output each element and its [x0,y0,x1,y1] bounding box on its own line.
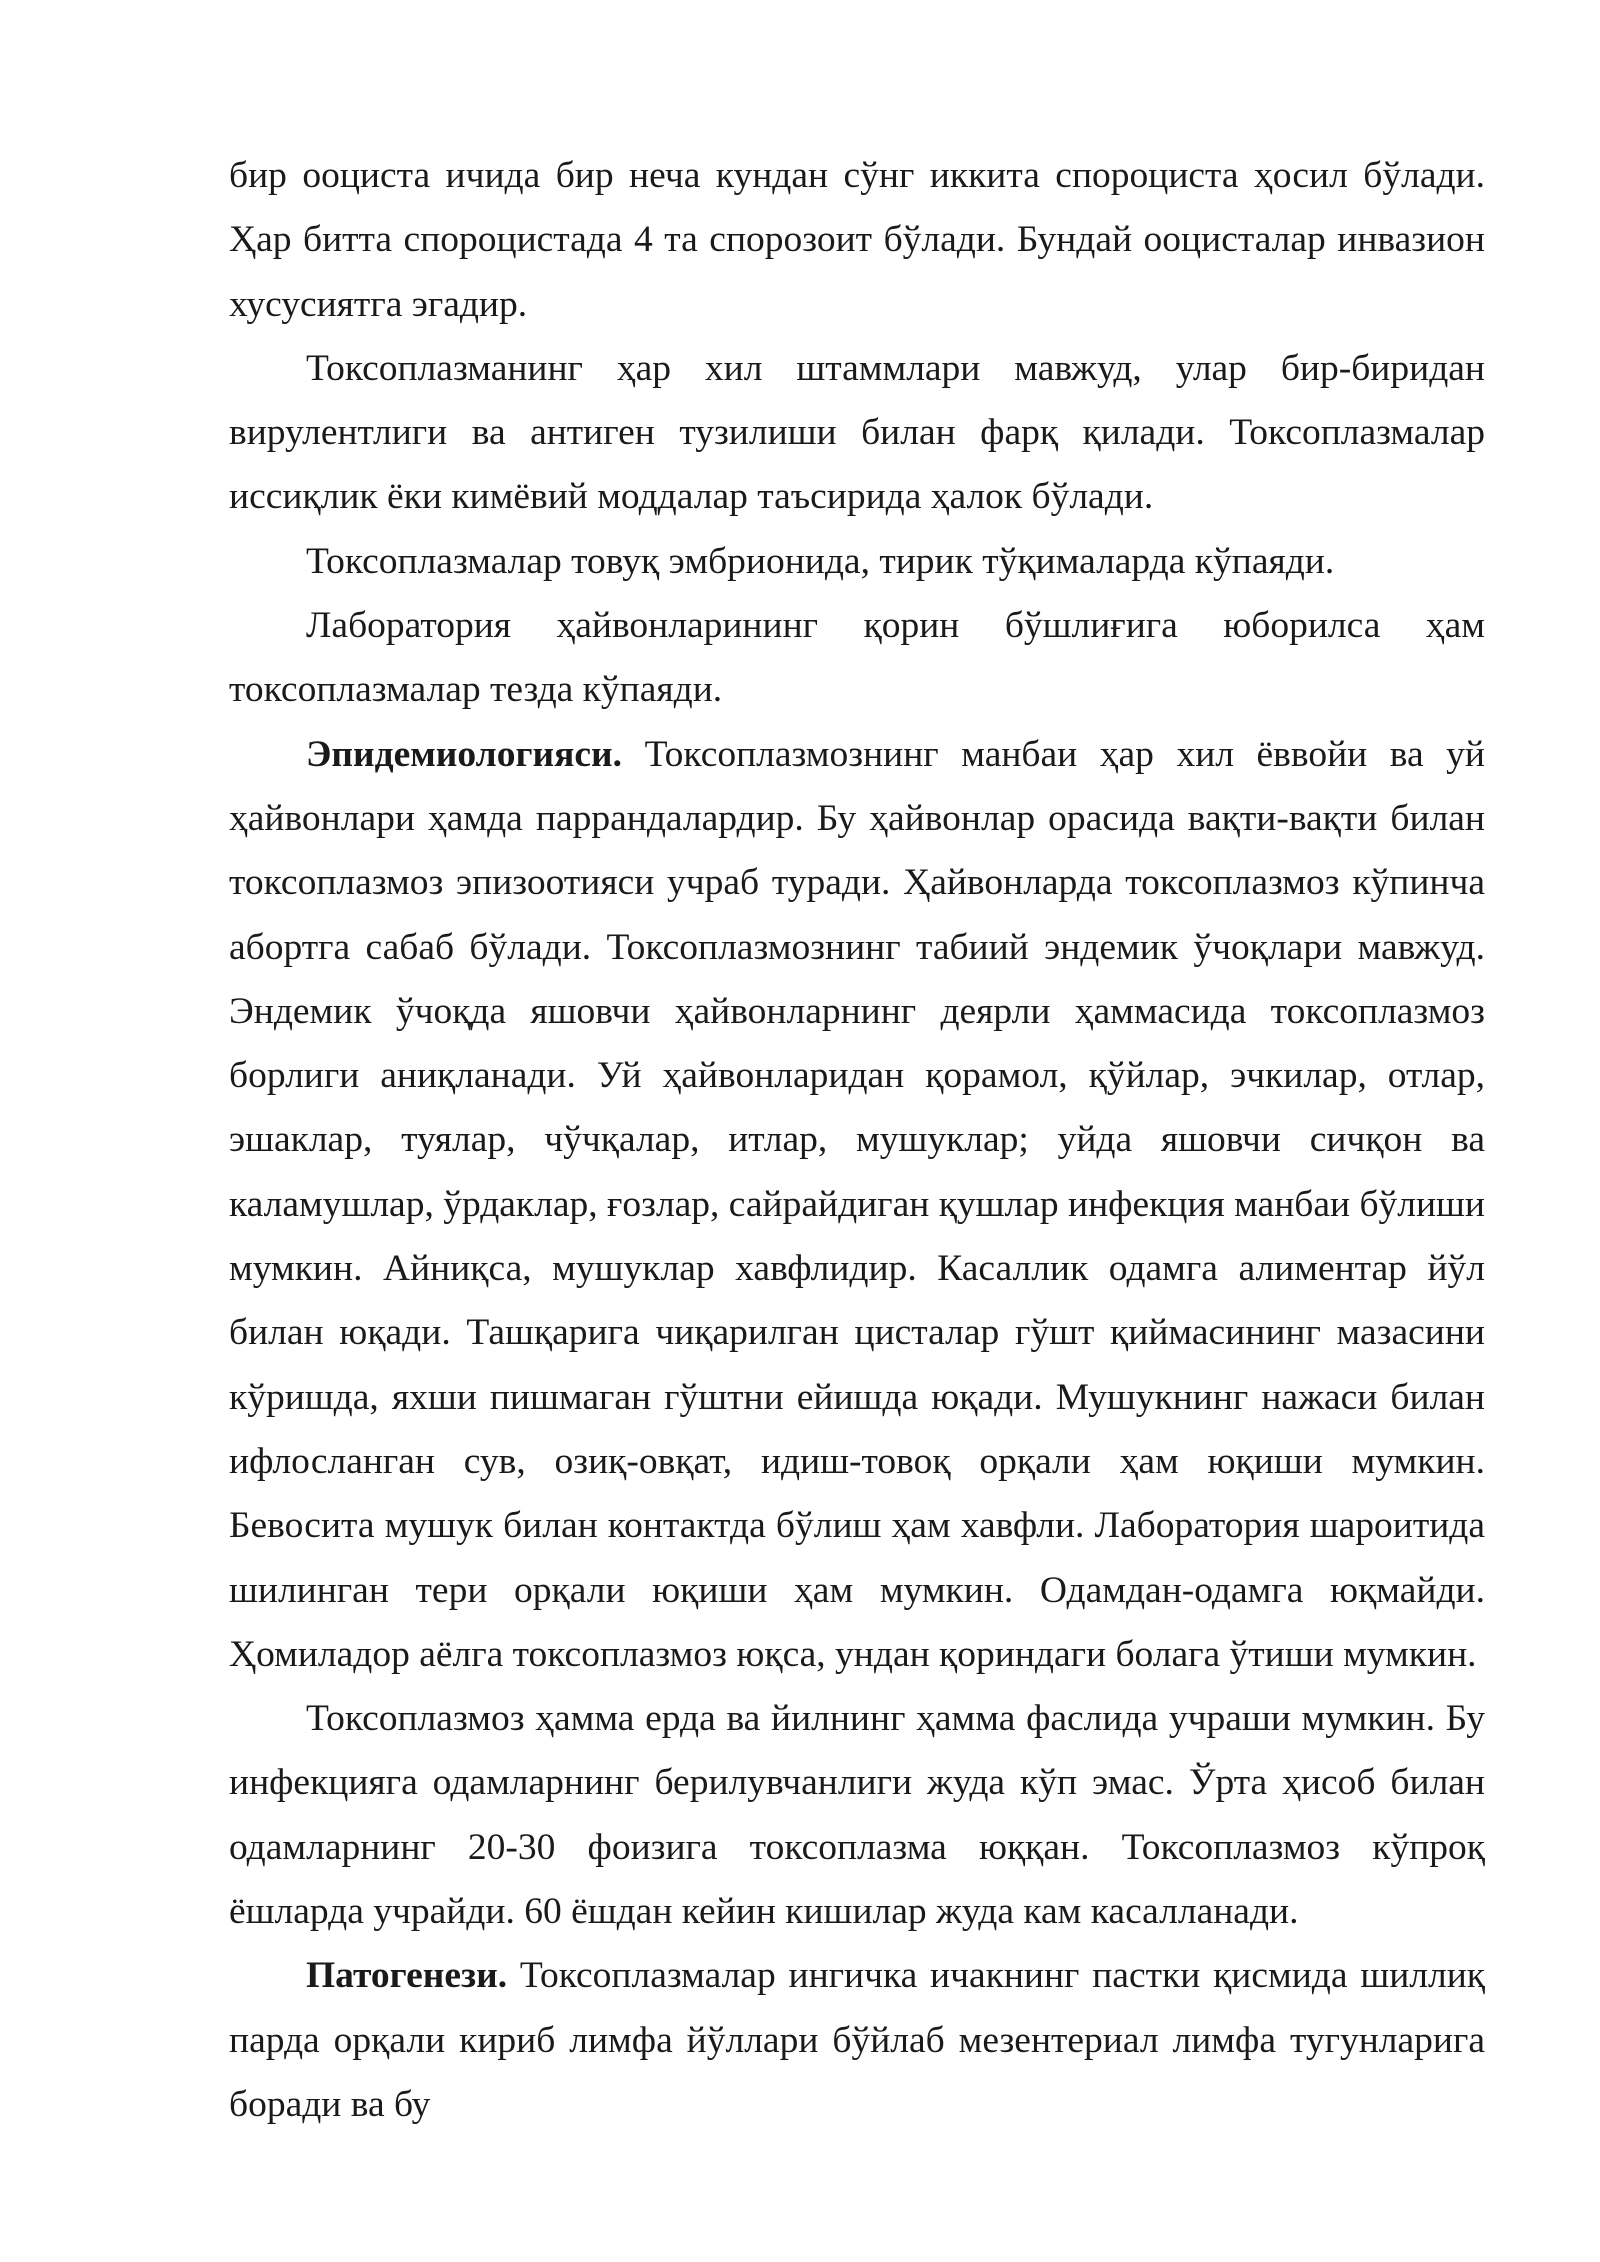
paragraph-oocyst-continuation [229,144,1485,337]
paragraph-text: бир ооциста ичида бир неча кундан сўнг иккита спороциста ҳосил бўлади. Ҳар битта спороцистада 4 та спорозоит бўлади. Бундай ооцисталар инвазион хусусиятга эгадир. [229,155,1485,325]
paragraph-epidemiology [229,723,1485,1687]
paragraph-pathogenesis [229,1944,1485,2137]
section-heading-epidemiology: Эпидемиологияси. [306,733,623,775]
section-heading-pathogenesis: Патогенези. [306,1955,508,1997]
document-body [229,144,1485,2137]
paragraph-embryo-growth [229,530,1485,594]
paragraph-text: Лаборатория ҳайвонларининг қорин бўшлиғига юборилса ҳам токсоплазмалар тезда кўпаяди. [229,605,1485,711]
paragraph-prevalence [229,1687,1485,1944]
paragraph-text: Токсоплазмалар товуқ эмбрионида, тирик тўқималарда кўпаяди. [306,540,1335,582]
paragraph-text: Токсоплазманинг ҳар хил штаммлари мавжуд, улар бир-биридан вирулентлиги ва антиген тузилиши билан фарқ қилади. Токсоплазмалар иссиқлик ёки кимёвий моддалар таъсирида ҳалок бўлади. [229,347,1485,518]
paragraph-lab-animals [229,594,1485,723]
paragraph-strains [229,337,1485,530]
paragraph-text: Токсоплазмалар ингичка ичакнинг пастки қисмида шиллиқ парда орқали кириб лимфа йўллари бўйлаб мезентериал лимфа тугунларига боради ва бу [229,1955,1485,2125]
paragraph-text: Токсоплазмознинг манбаи ҳар хил ёввойи ва уй ҳайвонлари ҳамда паррандалардир. Бу ҳайвонлар орасида вақти-вақти билан токсоплазмоз эпизоотияси учраб туради. Ҳайвонларда токсоплазмоз кўпинча абортга сабаб бўлади. Токсоплазмознинг табиий эндемик ўчоқлари мавжуд. Эндемик ўчоқда яшовчи ҳайвонларнинг деярли ҳаммасида токсоплазмоз борлиги аниқланади. Уй ҳайвонларидан қорамол, қўйлар, эчкилар, отлар, эшаклар, туялар, чўчқалар, итлар, мушуклар; уйда яшовчи сичқон ва каламушлар, ўрдаклар, ғозлар, сайрайдиган қушлар инфекция манбаи бўлиши мумкин. Айниқса, мушуклар хавфлидир. Касаллик одамга алиментар йўл билан юқади. Ташқарига чиқарилган цисталар гўшт қиймасининг мазасини кўришда, яхши пишмаган гўштни ейишда юқади. Мушукнинг нажаси билан ифлосланган сув, озиқ-овқат, идиш-товоқ орқали ҳам юқиши мумкин. Бевосита мушук билан контактда бўлиш ҳам хавфли. Лаборатория шароитида шилинган тери орқали юқиши ҳам мумкин. Одамдан-одамга юқмайди. Ҳомиладор аёлга токсоплазмоз юқса, ундан қориндаги болага ўтиши мумкин. [229,733,1485,1675]
paragraph-text: Токсоплазмоз ҳамма ерда ва йилнинг ҳамма фаслида учраши мумкин. Бу инфекцияга одамларнинг берилувчанлиги жуда кўп эмас. Ўрта ҳисоб билан одамларнинг 20-30 фоизига токсоплазма юққан. Токсоплазмоз кўпроқ ёшларда учрайди. 60 ёшдан кейин кишилар жуда кам касалланади. [229,1698,1485,1933]
